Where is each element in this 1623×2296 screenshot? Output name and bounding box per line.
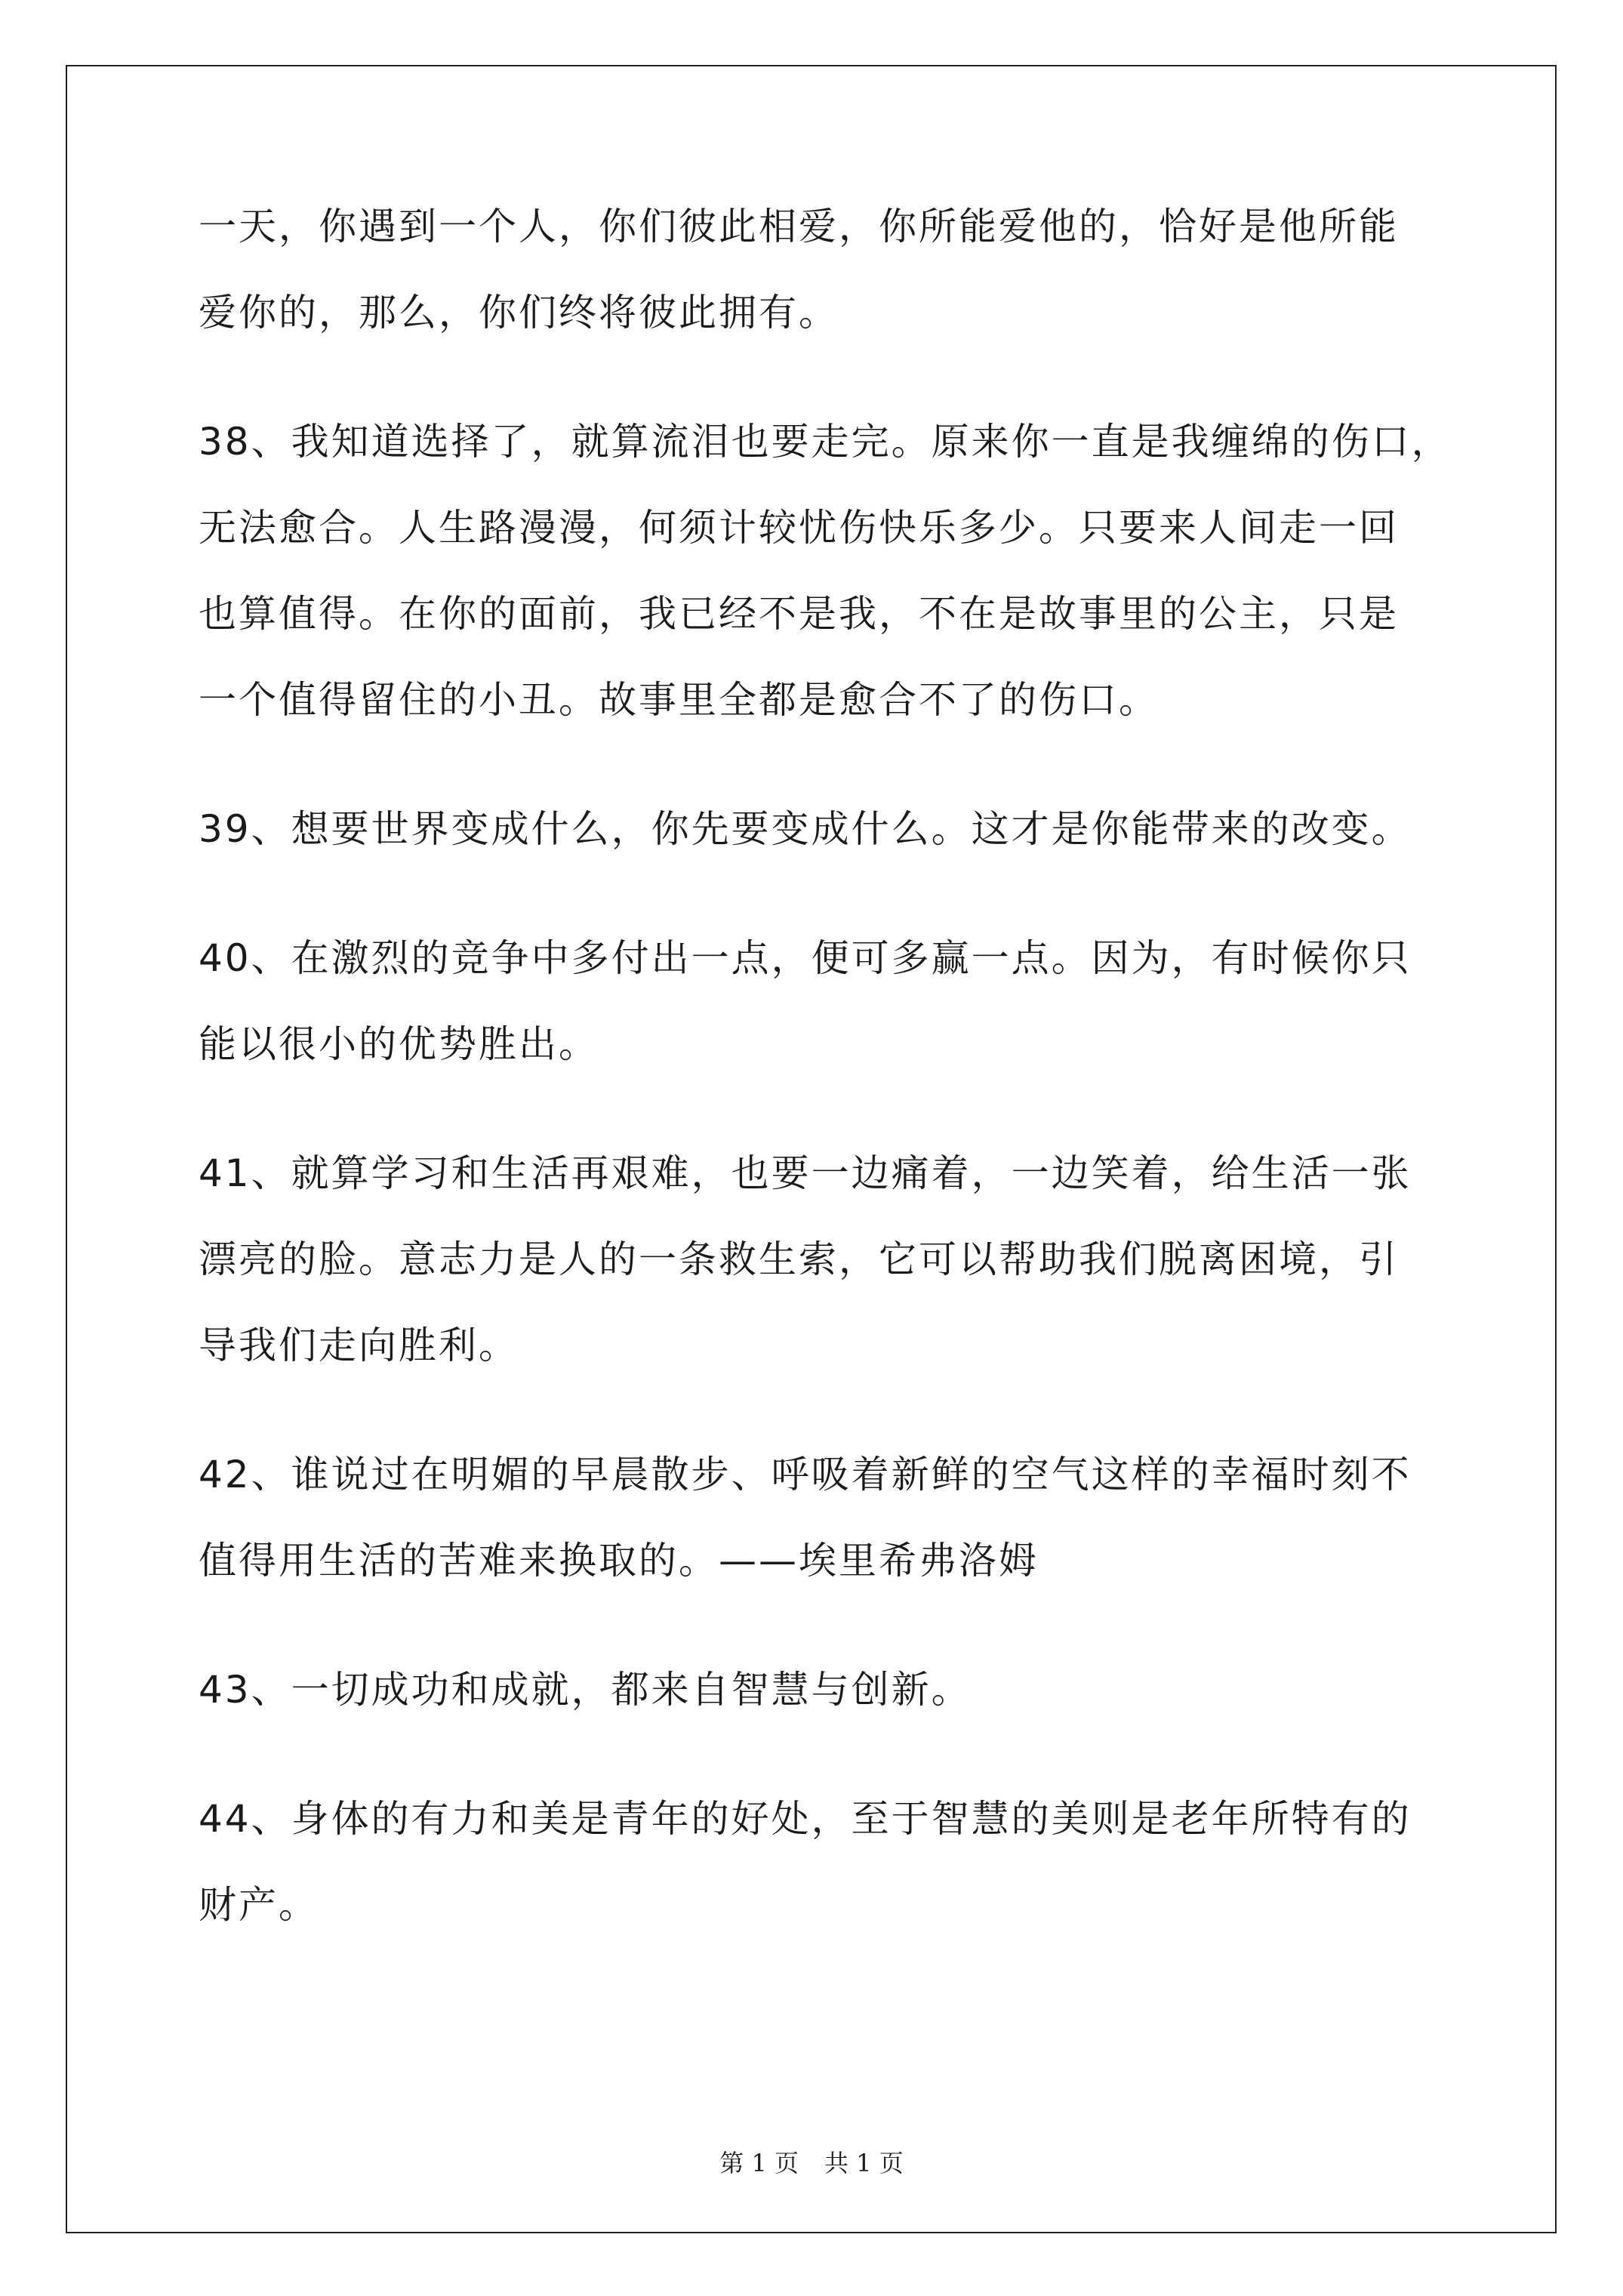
text-line: 44、身体的有力和美是青年的好处，至于智慧的美则是老年所特有的 bbox=[199, 1797, 1412, 1841]
text-line: 爱你的，那么，你们终将彼此拥有。 bbox=[199, 291, 839, 334]
text-line: 财产。 bbox=[199, 1883, 319, 1927]
text-line: 一天，你遇到一个人，你们彼此相爱，你所能爱他的，恰好是他所能 bbox=[199, 205, 1399, 248]
text-line: 值得用生活的苦难来换取的。——埃里希弗洛姆 bbox=[199, 1539, 1039, 1583]
text-line: 43、一切成功和成就，都来自智慧与创新。 bbox=[199, 1668, 972, 1712]
text-line: 39、想要世界变成什么，你先要变成什么。这才是你能带来的改变。 bbox=[199, 807, 1412, 851]
text-line: 42、谁说过在明媚的早晨散步、呼吸着新鲜的空气这样的幸福时刻不 bbox=[199, 1453, 1412, 1496]
page-footer bbox=[0, 2144, 1623, 2179]
text-line: 漂亮的脸。意志力是人的一条救生索，它可以帮助我们脱离困境，引 bbox=[199, 1237, 1399, 1281]
text-line: 40、在激烈的竞争中多付出一点，便可多赢一点。因为，有时候你只 bbox=[199, 936, 1412, 980]
text-line: 无法愈合。人生路漫漫，何须计较忧伤快乐多少。只要来人间走一回 bbox=[199, 506, 1399, 550]
text-line: 能以很小的优势胜出。 bbox=[199, 1022, 599, 1066]
page-total: 共 1 页 bbox=[824, 2149, 904, 2177]
text-line: 一个值得留住的小丑。故事里全都是愈合不了的伤口。 bbox=[199, 678, 1159, 722]
page-number: 第 1 页 bbox=[719, 2149, 799, 2177]
text-line: 38、我知道选择了，就算流泪也要走完。原来你一直是我缠绵的伤口， bbox=[199, 420, 1452, 464]
text-line: 也算值得。在你的面前，我已经不是我，不在是故事里的公主，只是 bbox=[199, 592, 1399, 636]
text-line: 41、就算学习和生活再艰难，也要一边痛着，一边笑着，给生活一张 bbox=[199, 1151, 1412, 1195]
text-line: 导我们走向胜利。 bbox=[199, 1324, 519, 1367]
